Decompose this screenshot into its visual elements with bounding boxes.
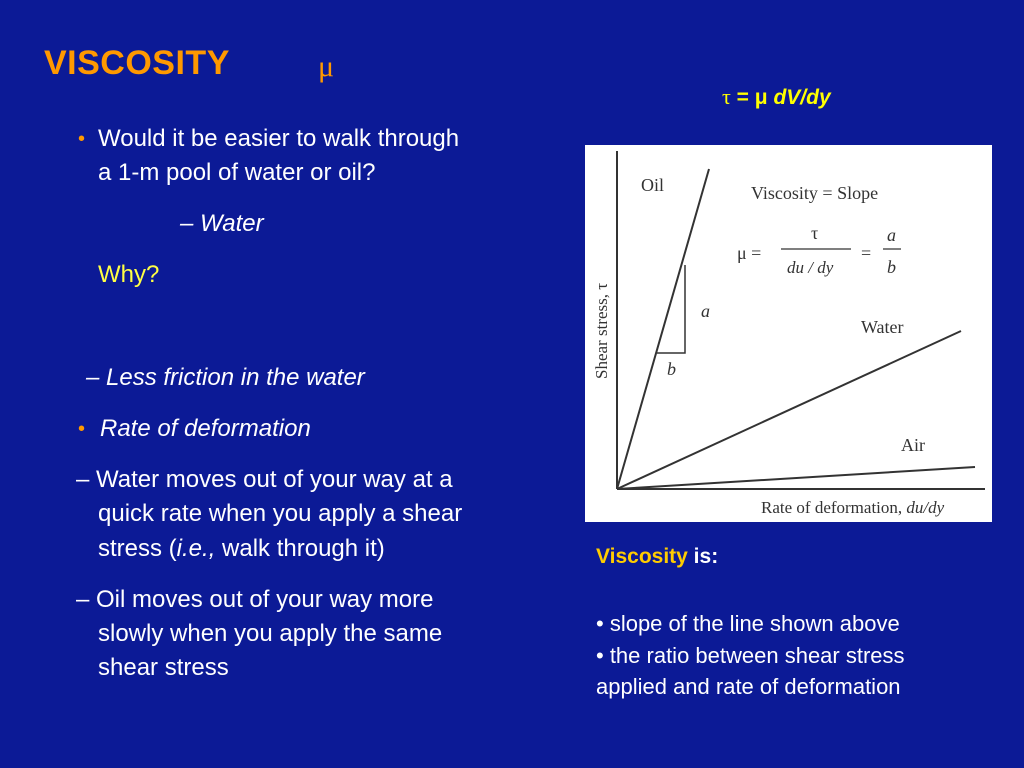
oil-line2: slowly when you apply the same (98, 620, 443, 647)
formula-eq: = μ (730, 86, 774, 109)
frac-a: a (887, 225, 896, 245)
formula (722, 84, 831, 110)
water-line2: quick rate when you apply a shear (98, 500, 463, 527)
formula-tau: τ (722, 84, 731, 109)
right-line3: applied and rate of deformation (596, 674, 901, 699)
water-line1: – Water moves out of your way at a (76, 466, 453, 493)
right-line2: • the ratio between shear stress (596, 643, 905, 668)
diagram-svg (585, 145, 992, 522)
slope-triangle (657, 265, 685, 353)
water-label: Water (861, 317, 904, 337)
air-line (617, 467, 975, 489)
equals: = (861, 243, 872, 263)
viscosity-heading (596, 545, 718, 569)
viscosity-diagram (585, 145, 992, 522)
slide-title: VISCOSITY (44, 44, 230, 82)
bullet2-text: Rate of deformation (100, 415, 311, 442)
less-friction (86, 361, 365, 395)
water-line (617, 331, 961, 489)
bullet1-line2: a 1-m pool of water or oil? (98, 159, 376, 186)
formula-rest: dV/dy (773, 86, 831, 109)
bullet-dot-1: • (78, 128, 86, 150)
water-line3 (98, 532, 385, 566)
tri-a: a (701, 301, 710, 321)
numerator: τ (811, 223, 819, 243)
bullet2 (100, 412, 311, 446)
bullet1-line1: Would it be easier to walk through (98, 125, 460, 152)
less-friction-text: – Less friction in the water (86, 364, 365, 391)
viscosity-word: Viscosity (596, 545, 688, 568)
mu-eq: μ = (737, 243, 762, 263)
oil-label: Oil (641, 175, 665, 195)
right-line1: • slope of the line shown above (596, 611, 900, 636)
frac-b: b (887, 257, 896, 277)
oil-line3: shear stress (98, 654, 229, 681)
x-axis-label (761, 498, 945, 517)
mu-symbol: μ (318, 50, 335, 83)
answer-water (180, 207, 264, 241)
water-line3-pre: stress ( (98, 535, 177, 562)
y-axis-label: Shear stress, τ (592, 282, 611, 379)
tri-b: b (667, 359, 676, 379)
answer-water-text: – Water (180, 210, 264, 237)
x-axis-du: du/dy (906, 498, 945, 517)
water-line3-post: walk through it) (215, 535, 385, 562)
water-line3-ie: i.e., (176, 535, 216, 562)
oil-line1: – Oil moves out of your way more (76, 586, 434, 613)
x-axis-pre: Rate of deformation, (761, 498, 907, 517)
air-label: Air (901, 435, 925, 455)
denominator: du / dy (787, 258, 834, 277)
slope-label: Viscosity = Slope (751, 183, 879, 203)
oil-line (617, 169, 709, 489)
why-text: Why? (98, 261, 160, 288)
bullet-dot-2: • (78, 418, 86, 440)
is-word: is: (687, 545, 719, 568)
